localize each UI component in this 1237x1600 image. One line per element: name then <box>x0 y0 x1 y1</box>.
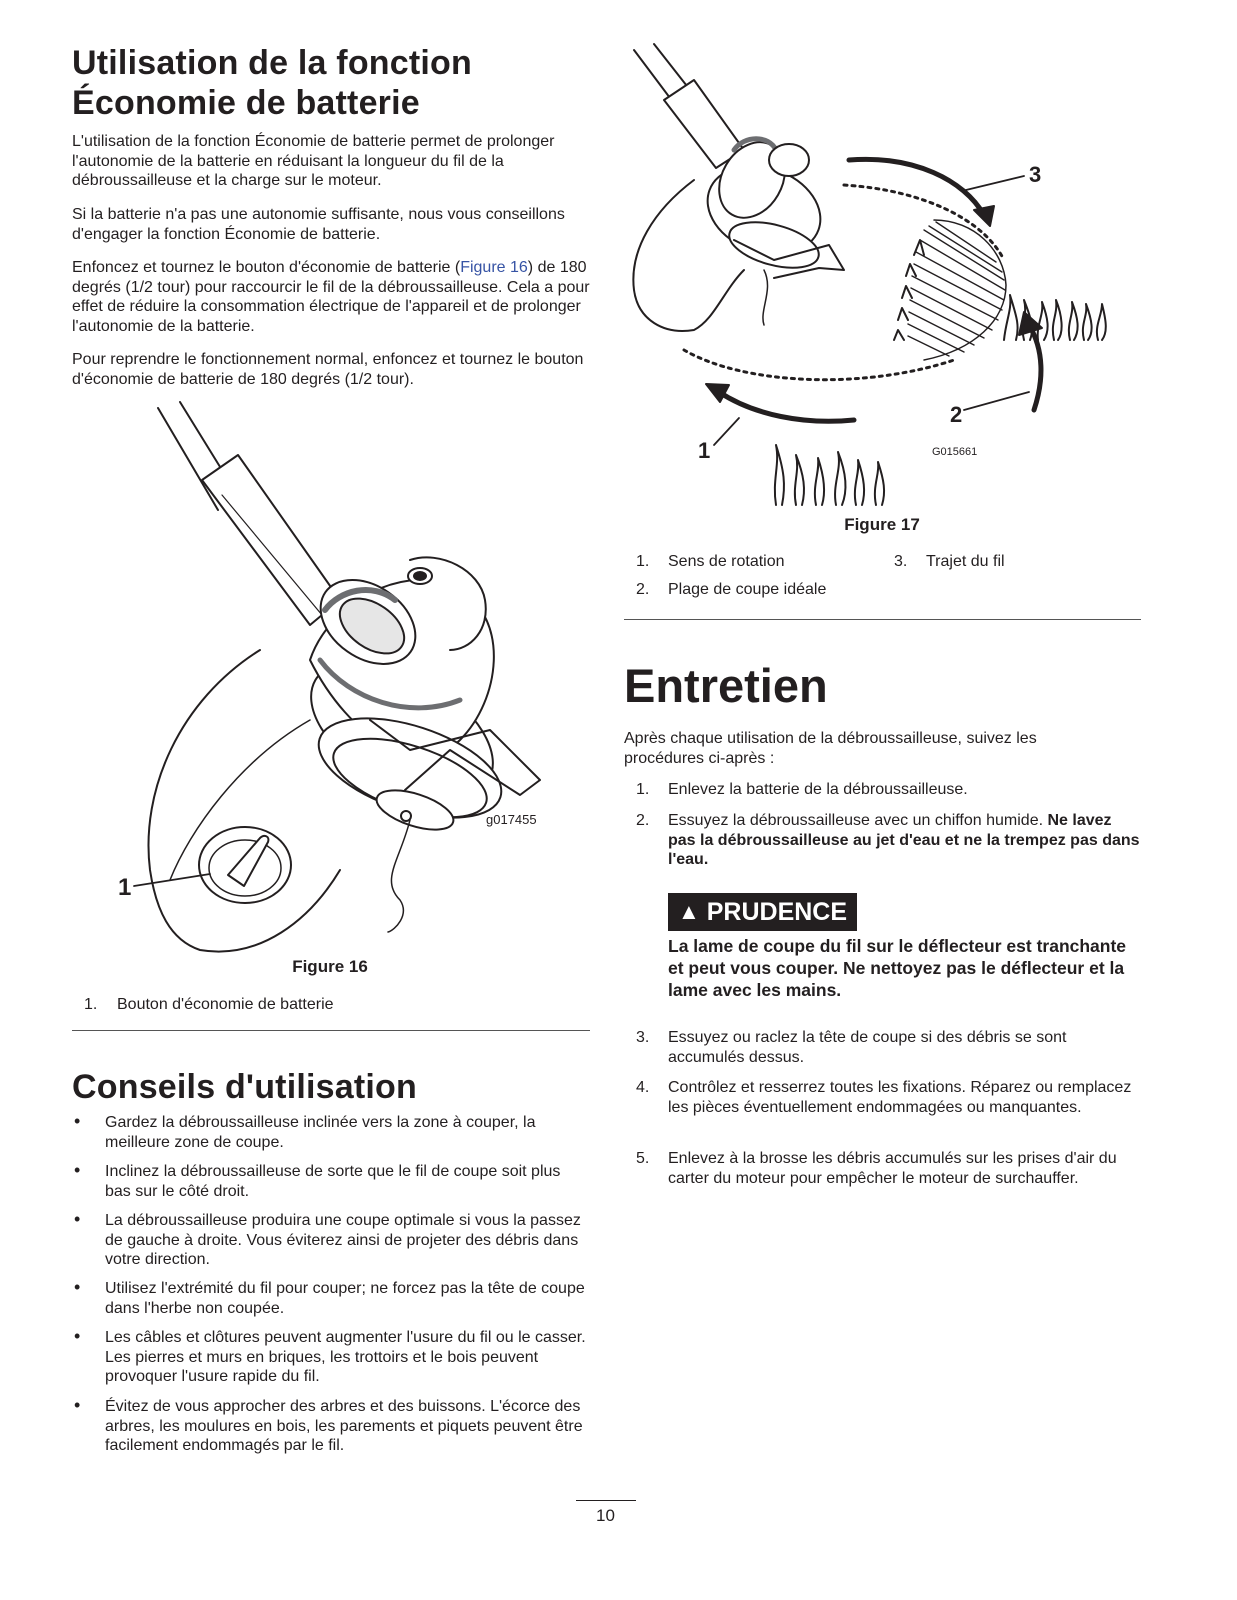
tip-text: Utilisez l'extrémité du fil pour couper; ne forcez pas la tête de coupe dans l'herbe non coupée. <box>105 1280 585 1317</box>
figure-16-illustration <box>110 400 570 960</box>
legend-number: 2. <box>636 581 650 598</box>
figure-17-code: G015661 <box>932 446 978 458</box>
paragraph-instructions <box>72 258 590 336</box>
step-text: Enlevez à la brosse les débris accumulés sur les prises d'air du carter du moteur pour empêcher le moteur de surchauffer. <box>668 1150 1117 1187</box>
tip-text: Gardez la débroussailleuse inclinée vers la zone à couper, la meilleure zone de coupe. <box>105 1114 536 1151</box>
figure-17-callout-3: 3 <box>1029 162 1042 187</box>
bullet: • <box>74 1326 81 1346</box>
bullet: • <box>74 1160 81 1180</box>
paragraph-advice: Si la batterie n'a pas une autonomie suffisante, nous vous conseillons d'engager la fonction Économie de batterie. <box>72 206 565 243</box>
divider-left <box>72 1030 590 1031</box>
legend-text: Sens de rotation <box>668 553 785 570</box>
figure-16-callout-1: 1 <box>118 874 132 901</box>
figure-16-link[interactable]: Figure 16 <box>460 259 528 276</box>
section-title-tips: Conseils d'utilisation <box>72 1068 417 1106</box>
figure-17-callout-1: 1 <box>698 438 711 463</box>
maintenance-intro: Après chaque utilisation de la débroussailleuse, suivez les procédures ci-après : <box>624 730 1037 767</box>
legend-text: Trajet du fil <box>926 553 1005 570</box>
paragraph-resume: Pour reprendre le fonctionnement normal, enfoncez et tournez le bouton d'économie de batterie de 180 degrés (1/2 tour). <box>72 351 584 388</box>
section-title-battery-economy <box>72 43 592 123</box>
bullet: • <box>74 1277 81 1297</box>
page-number: 10 <box>596 1506 615 1525</box>
step-text: Contrôlez et resserrez toutes les fixations. Réparez ou remplacez les pièces éventuellement endommagées ou manquantes. <box>668 1079 1132 1116</box>
step-number: 4. <box>636 1079 650 1096</box>
step-text: Essuyez ou raclez la tête de coupe si des débris se sont accumulés dessus. <box>668 1029 1067 1066</box>
step-number: 2. <box>636 812 650 829</box>
step-text <box>668 811 1142 870</box>
tip-text: Les câbles et clôtures peuvent augmenter l'usure du fil ou le casser. Les pierres et murs en briques, les trottoirs et le bois peuvent provoquer l'usure rapide du fil. <box>105 1329 586 1385</box>
caution-label <box>668 893 857 931</box>
title-line-2: Économie de batterie <box>72 84 420 122</box>
bullet: • <box>74 1111 81 1131</box>
figure-16-legend-text: Bouton d'économie de batterie <box>117 996 334 1013</box>
figure-17-illustration <box>624 40 1124 510</box>
figure-17-caption: Figure 17 <box>844 515 920 534</box>
paragraph-intro: L'utilisation de la fonction Économie de batterie permet de prolonger l'autonomie de la batterie en réduisant la longueur du fil de la débroussailleuse et la charge sur le moteur. <box>72 133 555 189</box>
instructions-text-end: ) de 180 degrés (1/2 tour) pour raccourcir le fil de la débroussailleuse. Cela a pour effet de réduire la consommation électrique de l'appareil et de prolonger l'autonomie de la batterie. <box>72 259 590 335</box>
caution-label-text: PRUDENCE <box>706 898 848 926</box>
tip-text: La débroussailleuse produira une coupe optimale si vous la passez de gauche à droite. Vous éviterez ainsi de projeter des débris dans votre direction. <box>105 1212 581 1268</box>
legend-number: 3. <box>894 553 908 570</box>
warning-triangle-icon: ▲ <box>678 899 700 924</box>
divider-right <box>624 619 1141 620</box>
legend-text: Plage de coupe idéale <box>668 581 827 598</box>
tip-text: Évitez de vous approcher des arbres et des buissons. L'écorce des arbres, les moulures en bois, les parements et piquets peuvent être facilement endommagés par le fil. <box>105 1398 583 1454</box>
figure-16-caption: Figure 16 <box>292 957 368 976</box>
page-number-rule <box>576 1500 636 1501</box>
step-number: 3. <box>636 1029 650 1046</box>
bullet: • <box>74 1209 81 1229</box>
step-2-text: Essuyez la débroussailleuse avec un chiffon humide. <box>668 812 1044 829</box>
bullet: • <box>74 1395 81 1415</box>
step-number: 1. <box>636 781 650 798</box>
figure-17-callout-2: 2 <box>950 402 963 427</box>
instructions-text-start: Enfoncez et tournez le bouton d'économie de batterie ( <box>72 259 461 276</box>
legend-number: 1. <box>636 553 650 570</box>
caution-text: La lame de coupe du fil sur le déflecteur est tranchante et peut vous couper. Ne nettoyez pas le déflecteur et la lame avec les mains. <box>668 936 1127 1000</box>
figure-16-code: g017455 <box>486 812 537 827</box>
tip-text: Inclinez la débroussailleuse de sorte que le fil de coupe soit plus bas sur le côté droit. <box>105 1163 561 1200</box>
section-title-maintenance: Entretien <box>624 659 828 712</box>
title-line-1: Utilisation de la fonction <box>72 44 472 82</box>
step-text: Enlevez la batterie de la débroussailleuse. <box>668 781 968 798</box>
figure-16-legend-number: 1. <box>84 996 98 1013</box>
step-number: 5. <box>636 1150 650 1167</box>
step-2-bold-warning: Ne lavez pas la débroussailleuse au jet d'eau et ne la trempez pas dans l'eau. <box>668 812 1140 868</box>
